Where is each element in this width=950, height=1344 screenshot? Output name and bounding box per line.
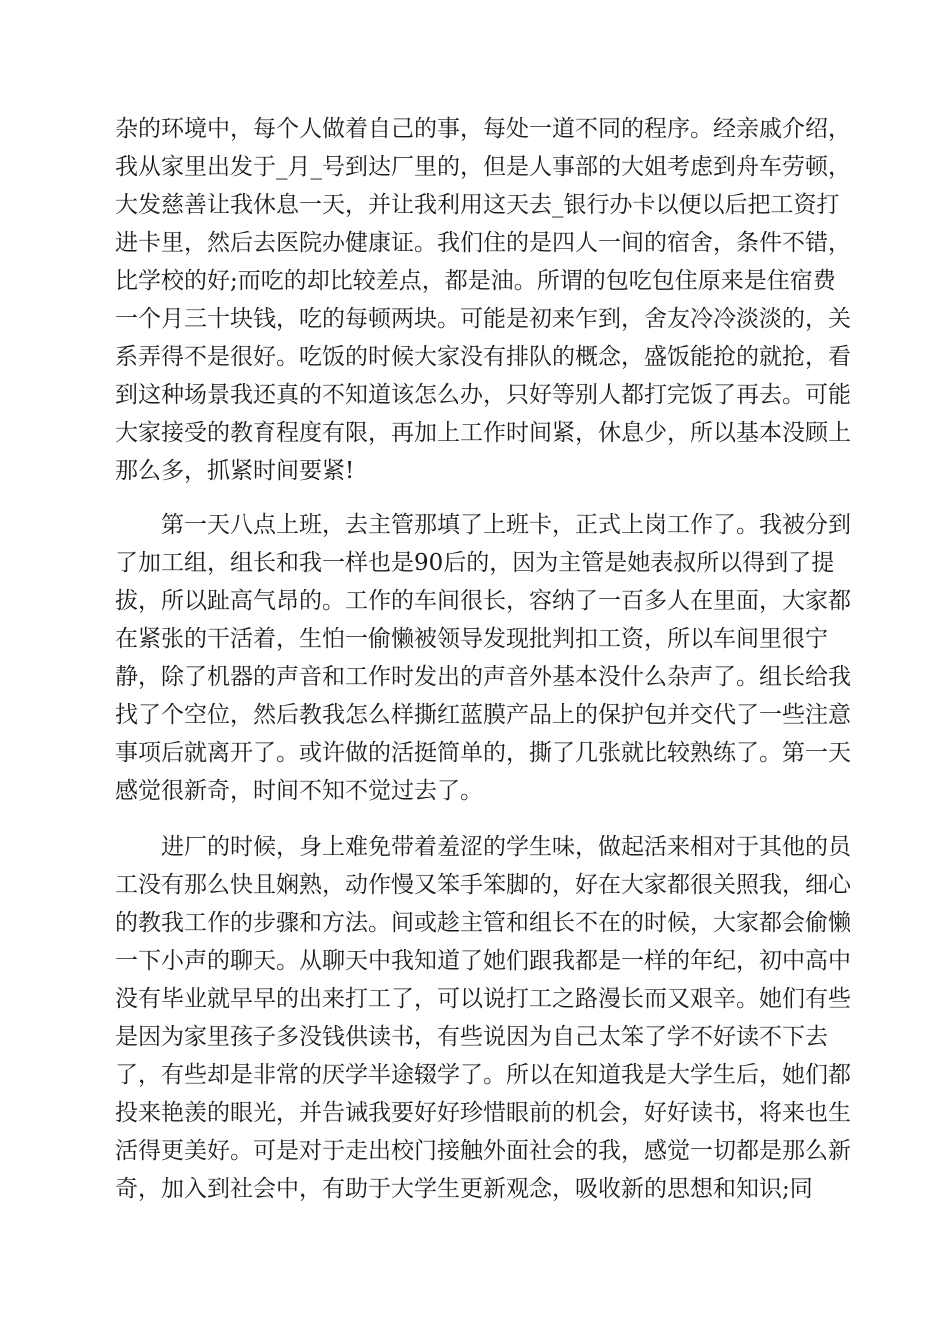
paragraph-line: 了加工组，组长和我一样也是90后的，因为主管是她表叔所以得到了提: [115, 550, 835, 576]
paragraph-line: 工没有那么快且娴熟，动作慢又笨手笨脚的，好在大家都很关照我，细心: [115, 872, 851, 898]
paragraph-line: 拔，所以趾高气昂的。工作的车间很长，容纳了一百多人在里面，大家都: [115, 588, 851, 614]
paragraph-line: 了，有些却是非常的厌学半途辍学了。所以在知道我是大学生后，她们都: [115, 1062, 851, 1088]
paragraph-line: 系弄得不是很好。吃饭的时候大家没有排队的概念，盛饭能抢的就抢，看: [115, 344, 851, 370]
paragraph-line: 进卡里，然后去医院办健康证。我们住的是四人一间的宿舍，条件不错，: [115, 230, 851, 256]
paragraph-line: 大发慈善让我休息一天，并让我利用这天去_银行办卡以便以后把工资打: [115, 192, 840, 218]
paragraph-line: 奇，加入到社会中，有助于大学生更新观念，吸收新的思想和知识;同: [115, 1176, 813, 1202]
paragraph-line: 在紧张的干活着，生怕一偷懒被领导发现批判扣工资，所以车间里很宁: [115, 626, 828, 652]
paragraph-line: 找了个空位，然后教我怎么样撕红蓝膜产品上的保护包并交代了一些注意: [115, 702, 851, 728]
paragraph-3: [115, 828, 851, 1208]
paragraph-line: 比学校的好;而吃的却比较差点，都是油。所谓的包吃包住原来是住宿费: [115, 268, 836, 294]
paragraph-line: 进厂的时候，身上难免带着羞涩的学生味，做起活来相对于其他的员: [161, 834, 851, 860]
paragraph-line: 活得更美好。可是对于走出校门接触外面社会的我，感觉一切都是那么新: [115, 1138, 851, 1164]
paragraph-line: 感觉很新奇，时间不知不觉过去了。: [115, 778, 483, 804]
paragraph-line: 静，除了机器的声音和工作时发出的声音外基本没什么杂声了。组长给我: [115, 664, 851, 690]
paragraph-line: 杂的环境中，每个人做着自己的事，每处一道不同的程序。经亲戚介绍，: [115, 116, 851, 142]
paragraph-line: 一下小声的聊天。从聊天中我知道了她们跟我都是一样的年纪，初中高中: [115, 948, 851, 974]
paragraph-line: 的教我工作的步骤和方法。间或趁主管和组长不在的时候，大家都会偷懒: [115, 910, 851, 936]
paragraph-line: 投来艳羡的眼光，并告诫我要好好珍惜眼前的机会，好好读书，将来也生: [115, 1100, 851, 1126]
paragraph-line: 我从家里出发于_月_号到达厂里的，但是人事部的大姐考虑到舟车劳顿，: [115, 154, 851, 180]
paragraph-line: 大家接受的教育程度有限，再加上工作时间紧，休息少，所以基本没顾上: [115, 420, 851, 446]
paragraph-line: 没有毕业就早早的出来打工了，可以说打工之路漫长而又艰辛。她们有些: [115, 986, 851, 1012]
paragraph-line: 那么多，抓紧时间要紧!: [115, 458, 355, 484]
paragraph-2: [115, 506, 851, 810]
paragraph-line: 第一天八点上班，去主管那填了上班卡，正式上岗工作了。我被分到: [161, 512, 851, 538]
paragraph-line: 事项后就离开了。或许做的活挺简单的，撕了几张就比较熟练了。第一天: [115, 740, 851, 766]
paragraph-line: 一个月三十块钱，吃的每顿两块。可能是初来乍到，舍友冷冷淡淡的，关: [115, 306, 851, 332]
paragraph-line: 到这种场景我还真的不知道该怎么办，只好等别人都打完饭了再去。可能: [115, 382, 851, 408]
paragraph-line: 是因为家里孩子多没钱供读书，有些说因为自己太笨了学不好读不下去: [115, 1024, 828, 1050]
paragraph-1: [115, 110, 851, 490]
